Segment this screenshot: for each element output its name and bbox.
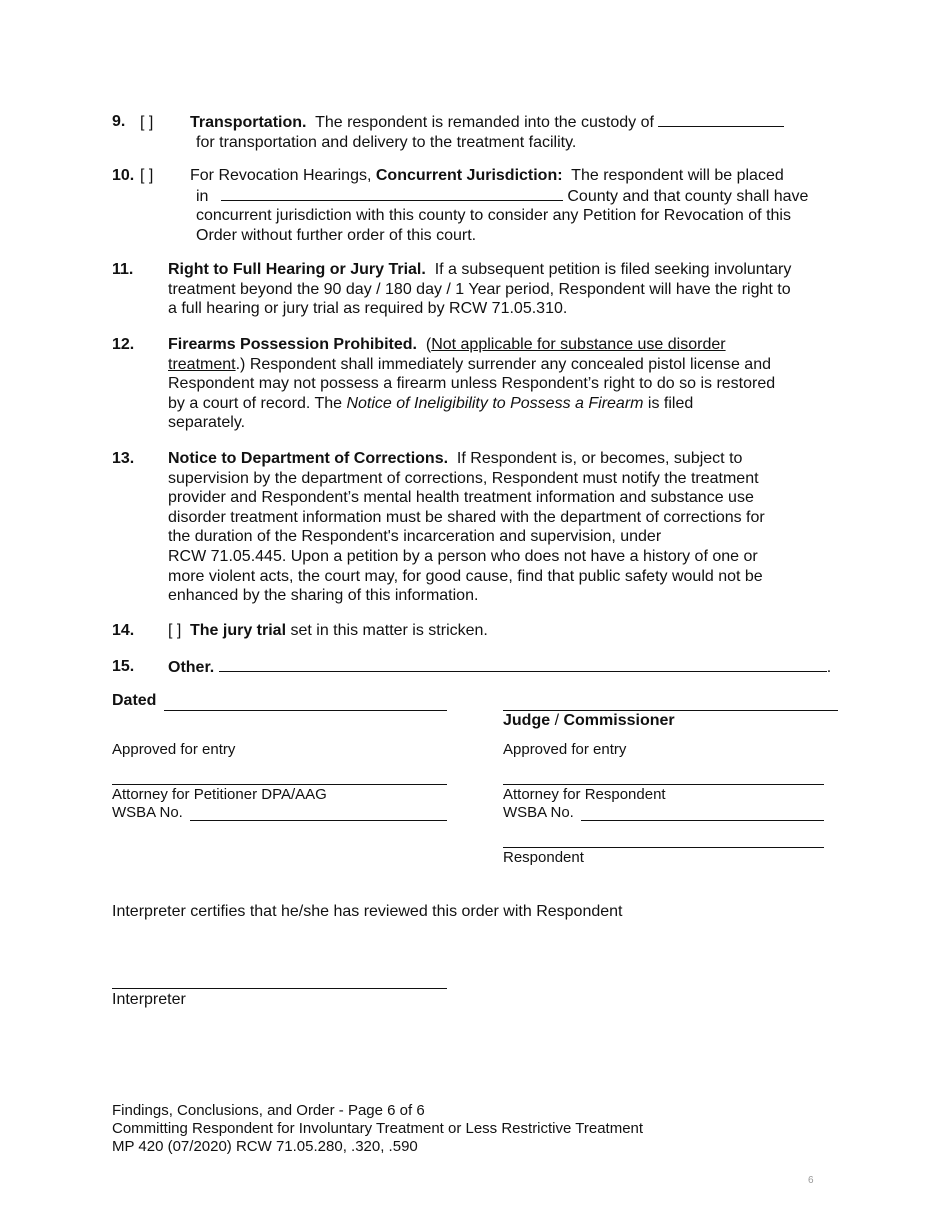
item-number: 12. bbox=[112, 336, 135, 353]
item-text: If Respondent is, or becomes, subject to bbox=[456, 450, 743, 467]
item-text: separately. bbox=[168, 414, 246, 432]
interpreter-signature-line[interactable] bbox=[112, 988, 447, 989]
respondent-label: Respondent bbox=[503, 849, 584, 866]
item-text: provider and Respondent’s mental health treatment information and substance use bbox=[168, 489, 754, 507]
respondent-attorney-signature-line[interactable] bbox=[503, 784, 824, 785]
petitioner-attorney-signature-line[interactable] bbox=[112, 784, 447, 785]
item-text: disorder treatment information must be shared with the department of corrections for bbox=[168, 508, 765, 526]
item-text: If a subsequent petition is filed seeking involuntary bbox=[434, 261, 792, 278]
interpreter-label: Interpreter bbox=[112, 991, 186, 1008]
attorney-respondent-label: Attorney for Respondent bbox=[503, 786, 666, 803]
item-text: enhanced by the sharing of this information. bbox=[168, 587, 479, 605]
respondent-signature-line[interactable] bbox=[503, 847, 824, 848]
other-blank-field[interactable] bbox=[219, 657, 827, 672]
underlined-text: treatment bbox=[168, 355, 236, 373]
item-text: the duration of the Respondent's incarceration and supervision, under bbox=[168, 528, 662, 546]
dated-line[interactable] bbox=[164, 710, 447, 711]
footer bbox=[112, 1102, 643, 1156]
footer-line: Findings, Conclusions, and Order - Page 6 of 6 bbox=[112, 1102, 425, 1119]
item-number: 11. bbox=[112, 261, 134, 278]
item-text: supervision by the department of corrections, Respondent must notify the treatment bbox=[168, 469, 759, 487]
item-body bbox=[168, 449, 842, 606]
item-text: .) Respondent shall immediately surrender any concealed pistol license and bbox=[235, 355, 771, 373]
footer-line: MP 420 (07/2020) RCW 71.05.280, .320, .590 bbox=[112, 1138, 418, 1155]
item-body bbox=[140, 166, 842, 245]
item-text: RCW 71.05.445. Upon a petition by a person who does not have a history of one or bbox=[168, 547, 758, 565]
checkbox[interactable]: [ ] bbox=[168, 622, 182, 639]
judge-signature-line[interactable] bbox=[503, 710, 838, 711]
item-title: Other. bbox=[168, 659, 215, 676]
underlined-text: Not applicable for substance use disorder bbox=[431, 336, 726, 353]
item-text: by a court of record. The bbox=[168, 394, 343, 412]
item-text: concurrent jurisdiction with this county to consider any Petition for Revocation of this bbox=[196, 207, 791, 225]
item-text: For Revocation Hearings, bbox=[190, 167, 372, 184]
dated-label: Dated bbox=[112, 692, 157, 709]
page-number: 6 bbox=[808, 1175, 814, 1186]
item-title: Firearms Possession Prohibited. bbox=[168, 336, 417, 353]
item-title: Transportation. bbox=[190, 114, 307, 131]
checkbox[interactable]: [ ] bbox=[140, 167, 154, 184]
wsba-right-line[interactable] bbox=[581, 820, 824, 821]
item-title: Notice to Department of Corrections. bbox=[168, 450, 449, 467]
footer-line: Committing Respondent for Involuntary Treatment or Less Restrictive Treatment bbox=[112, 1120, 644, 1137]
item-number: 14. bbox=[112, 622, 135, 639]
item-text: Respondent may not possess a firearm unless Respondent’s right to do so is restored bbox=[168, 375, 776, 393]
item-number: 15. bbox=[112, 658, 135, 675]
item-number: 10. bbox=[112, 167, 135, 184]
item-body bbox=[168, 260, 842, 319]
item-body bbox=[140, 112, 842, 152]
item-text: The respondent is remanded into the custody of bbox=[315, 114, 654, 131]
approved-for-entry-right: Approved for entry bbox=[503, 741, 627, 758]
item-number: 13. bbox=[112, 450, 135, 467]
judge-commissioner-label: Judge / Commissioner bbox=[503, 712, 675, 729]
item-title: Concurrent Jurisdiction: bbox=[375, 167, 563, 184]
italic-title: Notice of Ineligibility to Possess a Firearm bbox=[346, 394, 644, 412]
wsba-left-line[interactable] bbox=[190, 820, 447, 821]
item-text: more violent acts, the court may, for good cause, find that public safety would not be bbox=[168, 567, 763, 585]
item-text: Order without further order of this court. bbox=[196, 226, 477, 244]
item-text: treatment beyond the 90 day / 180 day / 1 Year period, Respondent will have the right to bbox=[168, 280, 791, 298]
county-blank-field[interactable] bbox=[221, 186, 563, 201]
interpreter-certification: Interpreter certifies that he/she has reviewed this order with Respondent bbox=[112, 903, 623, 920]
item-text: set in this matter is stricken. bbox=[290, 622, 488, 639]
item-body bbox=[168, 621, 842, 641]
wsba-right-label: WSBA No. bbox=[503, 804, 574, 821]
item-body: Firearms Possession Prohibited. (Not applicable for substance use disorder treatment.) Respondent shall immediately surrender any concealed pistol license and Respondent may not possess a firearm unless Respondent’s right to do so is restored by a court of record. The Notice of Ineligibility to Possess a Firearm is filed separately. bbox=[168, 336, 776, 432]
checkbox[interactable]: [ ] bbox=[140, 114, 154, 131]
custody-blank-field[interactable] bbox=[658, 112, 784, 127]
item-text: The respondent will be placed bbox=[571, 167, 784, 184]
item-text: is filed bbox=[647, 394, 694, 412]
item-body: Other. . bbox=[168, 659, 832, 676]
item-title: The jury trial bbox=[190, 622, 287, 639]
wsba-left-label: WSBA No. bbox=[112, 804, 183, 821]
item-text: for transportation and delivery to the treatment facility. bbox=[196, 133, 577, 151]
item-text: a full hearing or jury trial as required by RCW 71.05.310. bbox=[168, 300, 568, 318]
attorney-petitioner-label: Attorney for Petitioner DPA/AAG bbox=[112, 786, 327, 803]
item-number: 9. bbox=[112, 113, 126, 130]
approved-for-entry-left: Approved for entry bbox=[112, 741, 236, 758]
item-text: in bbox=[196, 187, 209, 205]
item-text: County and that county shall have bbox=[567, 187, 809, 205]
item-title: Right to Full Hearing or Jury Trial. bbox=[168, 261, 426, 278]
